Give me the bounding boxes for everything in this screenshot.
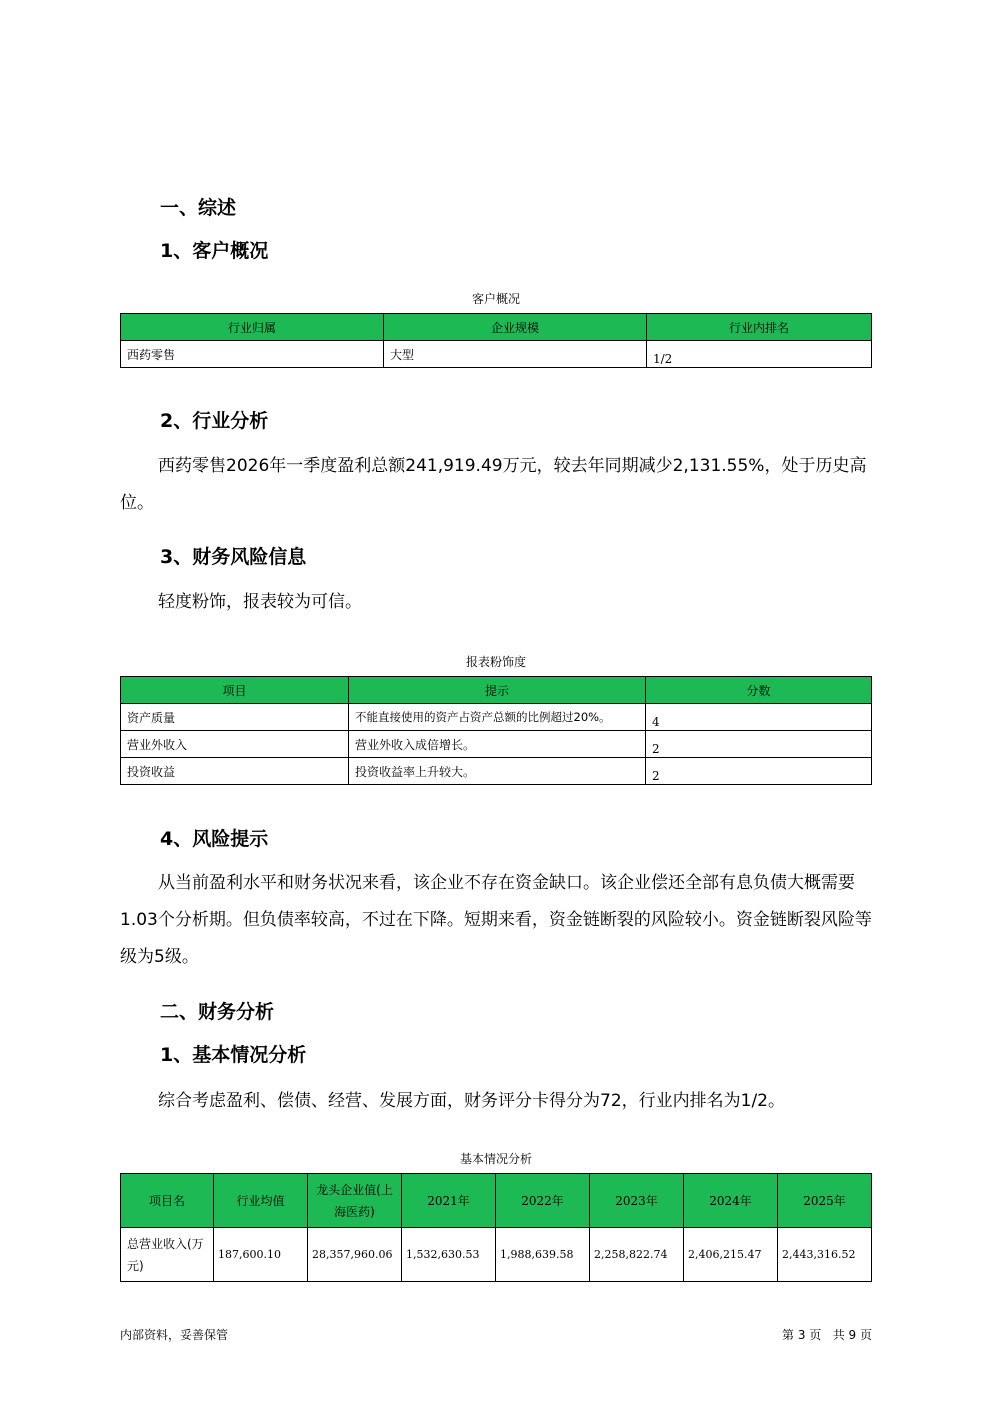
table-header: 2022年 xyxy=(496,1174,590,1228)
subsection-title-risk-warning: 4、风险提示 xyxy=(160,828,269,850)
risk-info-paragraph: 轻度粉饰，报表较为可信。 xyxy=(158,592,362,612)
table-cell: 2,443,316.52 xyxy=(778,1228,872,1282)
table-cell: 总营业收入(万元) xyxy=(121,1228,214,1282)
table-cell: 资产质量 xyxy=(121,704,349,731)
table-header: 企业规模 xyxy=(384,314,647,341)
table-row xyxy=(121,704,872,731)
table-cell: 1/2 xyxy=(647,341,872,368)
table-cell: 1,532,630.53 xyxy=(402,1228,496,1282)
table-header: 2021年 xyxy=(402,1174,496,1228)
table-header: 2025年 xyxy=(778,1174,872,1228)
table-row xyxy=(121,731,872,758)
subsection-title-risk-info: 3、财务风险信息 xyxy=(160,546,307,568)
basic-table xyxy=(120,1173,872,1282)
table-header: 龙头企业值(上海医药) xyxy=(308,1174,402,1228)
footer-left: 内部资料，妥善保管 xyxy=(120,1328,229,1342)
table-header: 项目 xyxy=(121,677,349,704)
table-row xyxy=(121,341,872,368)
customer-table-block xyxy=(120,290,872,368)
table-row xyxy=(121,758,872,785)
table-cell: 西药零售 xyxy=(121,341,384,368)
table-cell: 2 xyxy=(646,731,872,758)
table-caption: 客户概况 xyxy=(471,292,520,306)
table-cell: 不能直接使用的资产占资产总额的比例超过20%。 xyxy=(349,704,646,731)
table-cell: 187,600.10 xyxy=(214,1228,308,1282)
table-cell: 投资收益 xyxy=(121,758,349,785)
section-title-financial: 二、财务分析 xyxy=(160,1001,275,1023)
table-cell: 28,357,960.06 xyxy=(308,1228,402,1282)
customer-table xyxy=(120,313,872,368)
table-header: 行业内排名 xyxy=(647,314,872,341)
subsection-title-industry: 2、行业分析 xyxy=(160,410,269,432)
table-row xyxy=(121,1228,872,1282)
table-header: 2023年 xyxy=(590,1174,684,1228)
table-cell: 营业外收入 xyxy=(121,731,349,758)
table-cell: 2,406,215.47 xyxy=(684,1228,778,1282)
table-cell: 4 xyxy=(646,704,872,731)
table-caption: 报表粉饰度 xyxy=(465,655,526,669)
subsection-title-basic: 1、基本情况分析 xyxy=(160,1044,307,1066)
subsection-title-customer: 1、客户概况 xyxy=(160,240,269,262)
table-header: 提示 xyxy=(349,677,646,704)
table-header: 行业均值 xyxy=(214,1174,308,1228)
table-header: 2024年 xyxy=(684,1174,778,1228)
table-cell: 2,258,822.74 xyxy=(590,1228,684,1282)
page-number: 第 3 页 共 9 页 xyxy=(782,1328,872,1342)
table-caption: 基本情况分析 xyxy=(459,1152,532,1166)
whitewash-table xyxy=(120,676,872,785)
basic-paragraph: 综合考虑盈利、偿债、经营、发展方面，财务评分卡得分为72，行业内排名为1/2。 xyxy=(158,1091,785,1111)
table-cell: 大型 xyxy=(384,341,647,368)
industry-paragraph: 西药零售2026年一季度盈利总额241,919.49万元，较去年同期减少2,131.55%，处于历史高位。 xyxy=(120,456,867,513)
table-cell: 营业外收入成倍增长。 xyxy=(349,731,646,758)
table-header: 分数 xyxy=(646,677,872,704)
table-header: 项目名 xyxy=(121,1174,214,1228)
table-cell: 2 xyxy=(646,758,872,785)
table-cell: 1,988,639.58 xyxy=(496,1228,590,1282)
whitewash-table-block xyxy=(120,653,872,785)
basic-table-block xyxy=(120,1150,872,1282)
section-title-overview: 一、综述 xyxy=(160,197,237,219)
risk-warning-paragraph: 从当前盈利水平和财务状况来看，该企业不存在资金缺口。该企业偿还全部有息负债大概需要 1.03个分析期。但负债率较高，不过在下降。短期来看，资金链断裂的风险较小。资金链断裂风险等级为5级。 xyxy=(120,873,872,967)
table-header: 行业归属 xyxy=(121,314,384,341)
table-cell: 投资收益率上升较大。 xyxy=(349,758,646,785)
